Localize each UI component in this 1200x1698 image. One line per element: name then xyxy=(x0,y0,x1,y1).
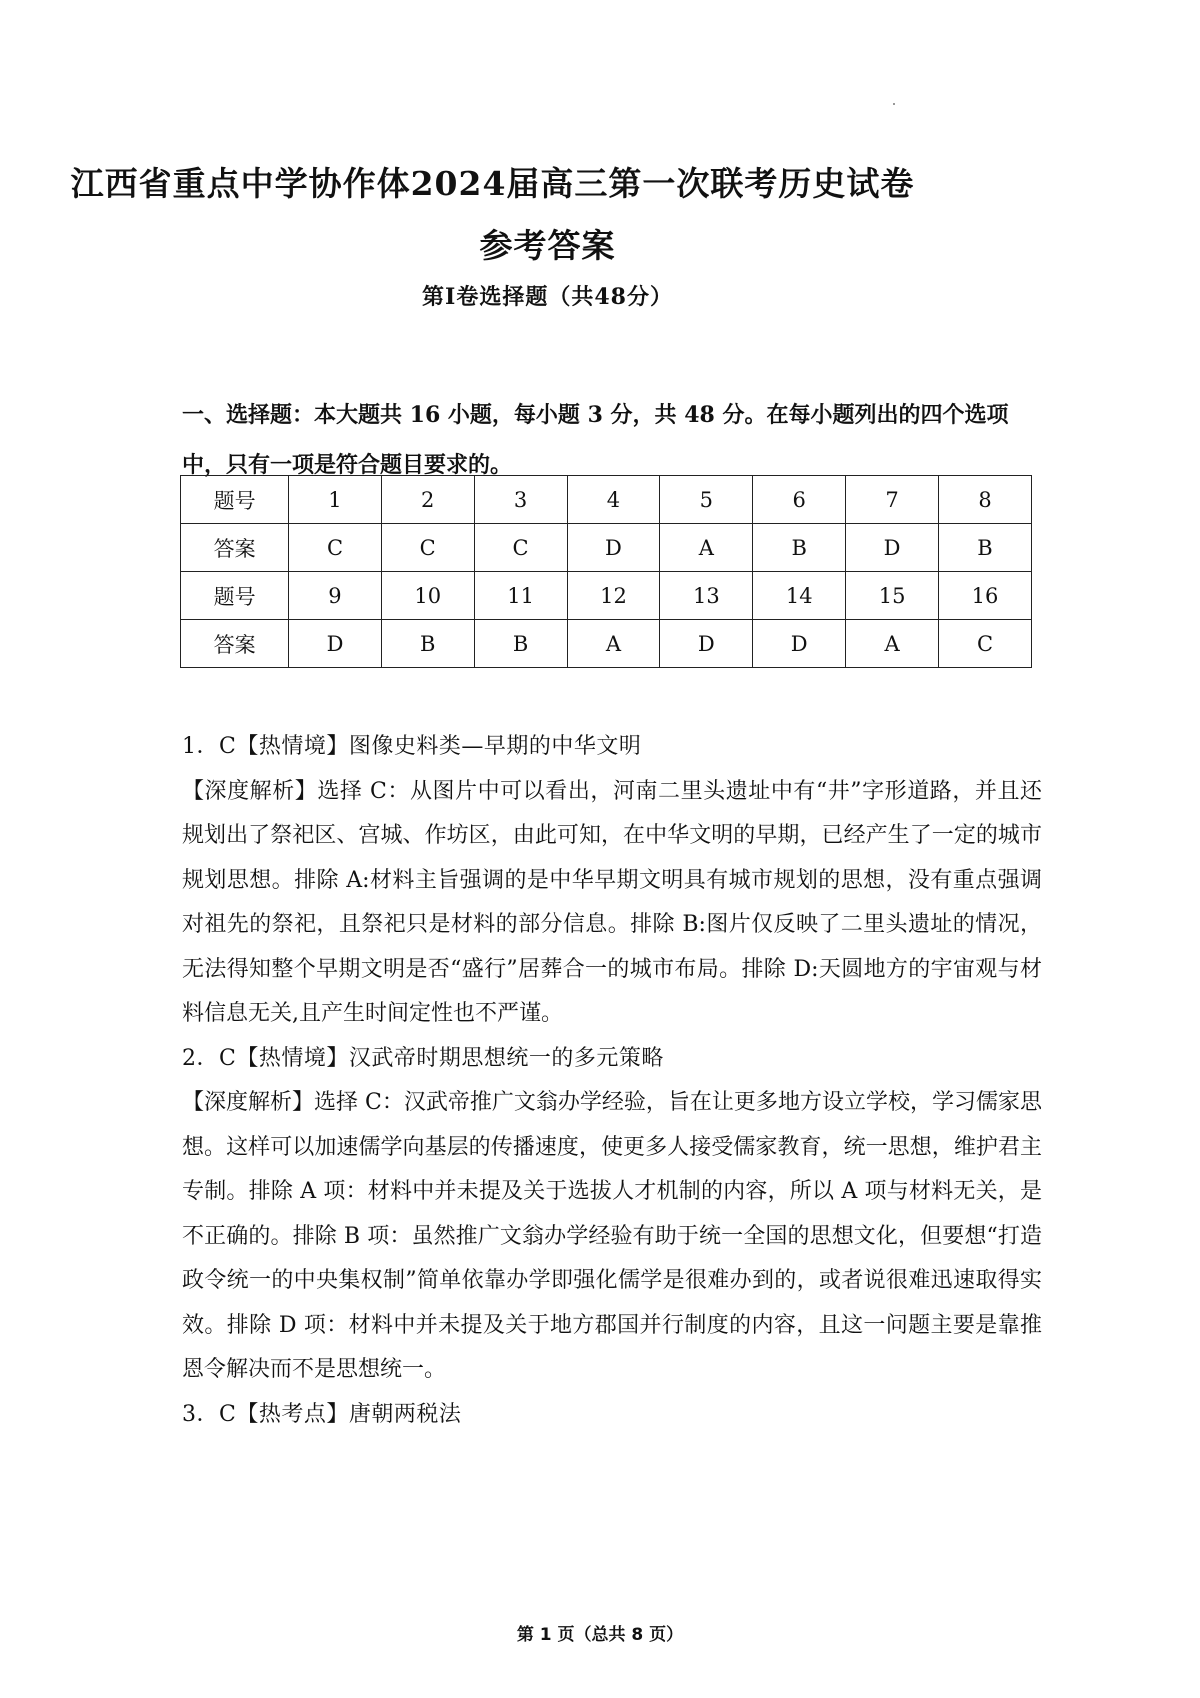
table-row xyxy=(181,524,1032,572)
document-subtitle: 参考答案 xyxy=(479,226,616,265)
table-cell: D xyxy=(846,524,939,572)
table-cell: 3 xyxy=(474,476,567,524)
answer-table xyxy=(180,475,1032,668)
table-cell: D xyxy=(289,620,382,668)
table-cell: A xyxy=(660,524,753,572)
table-cell: B xyxy=(939,524,1032,572)
table-cell: 16 xyxy=(939,572,1032,620)
table-cell: 8 xyxy=(939,476,1032,524)
row-label-cell: 答案 xyxy=(181,620,289,668)
table-cell: B xyxy=(753,524,846,572)
table-row xyxy=(181,476,1032,524)
row-label-cell: 答案 xyxy=(181,524,289,572)
table-cell: D xyxy=(753,620,846,668)
table-cell: 15 xyxy=(846,572,939,620)
question-1-heading: 1．C【热情境】图像史料类—早期的中华文明 xyxy=(182,734,642,759)
section-title: 第Ⅰ卷选择题（共48分） xyxy=(422,284,673,310)
table-row xyxy=(181,620,1032,668)
document-title: 江西省重点中学协作体2024届高三第一次联考历史试卷 xyxy=(70,164,915,203)
table-cell: 11 xyxy=(474,572,567,620)
table-cell: 2 xyxy=(381,476,474,524)
question-2-analysis: 【深度解析】选择 C：汉武帝推广文翁办学经验，旨在让更多地方设立学校，学习儒家思想。这样可以加速儒学向基层的传播速度，使更多人接受儒家教育，统一思想，维护君主专制。排除 A 项：材料中并未提及关于选拔人才机制的内容，所以 A 项与材料无关，是不正确的。排除 B 项：虽然推广文翁办学经验有助于统一全国的思想文化，但要想“打造政令统一的中央集权制”简单依靠办学即强化儒学是很难办到的，或者说很难迅速取得实效。排除 D 项：材料中并未提及关于地方郡国并行制度的内容，且这一问题主要是靠推恩令解决而不是思想统一。 xyxy=(182,1090,1042,1382)
table-cell: D xyxy=(660,620,753,668)
table-cell: 13 xyxy=(660,572,753,620)
table-cell: 12 xyxy=(567,572,660,620)
page-footer: 第 1 页（总共 8 页） xyxy=(516,1625,684,1645)
table-cell: 7 xyxy=(846,476,939,524)
table-cell: 4 xyxy=(567,476,660,524)
table-cell: 1 xyxy=(289,476,382,524)
table-cell: B xyxy=(474,620,567,668)
row-label-cell: 题号 xyxy=(181,476,289,524)
table-cell: A xyxy=(846,620,939,668)
explanations-section xyxy=(182,725,1042,1437)
table-cell: 10 xyxy=(381,572,474,620)
table-row xyxy=(181,572,1032,620)
row-label-cell: 题号 xyxy=(181,572,289,620)
table-cell: 9 xyxy=(289,572,382,620)
table-cell: 14 xyxy=(753,572,846,620)
table-cell: C xyxy=(289,524,382,572)
table-cell: C xyxy=(381,524,474,572)
table-cell: D xyxy=(567,524,660,572)
table-cell: B xyxy=(381,620,474,668)
table-cell: A xyxy=(567,620,660,668)
question-1-analysis: 【深度解析】选择 C：从图片中可以看出，河南二里头遗址中有“井”字形道路，并且还规划出了祭祀区、宫城、作坊区，由此可知，在中华文明的早期，已经产生了一定的城市规划思想。排除 A:材料主旨强调的是中华早期文明具有城市规划的思想，没有重点强调对祖先的祭祀，且祭祀只是材料的部分信息。排除 B:图片仅反映了二里头遗址的情况，无法得知整个早期文明是否“盛行”居葬合一的城市布局。排除 D:天圆地方的宇宙观与材料信息无关,且产生时间定性也不严谨。 xyxy=(182,778,1042,1026)
table-cell: C xyxy=(939,620,1032,668)
scan-speck xyxy=(893,103,895,105)
question-2-heading: 2．C【热情境】汉武帝时期思想统一的多元策略 xyxy=(182,1045,664,1071)
table-cell: 6 xyxy=(753,476,846,524)
table-cell: C xyxy=(474,524,567,572)
instructions-paragraph: 一、选择题：本大题共 16 小题，每小题 3 分，共 48 分。在每小题列出的四个选项中，只有一项是符合题目要求的。 xyxy=(182,402,1009,478)
table-cell: 5 xyxy=(660,476,753,524)
question-3-heading: 3．C【热考点】唐朝两税法 xyxy=(182,1401,462,1427)
